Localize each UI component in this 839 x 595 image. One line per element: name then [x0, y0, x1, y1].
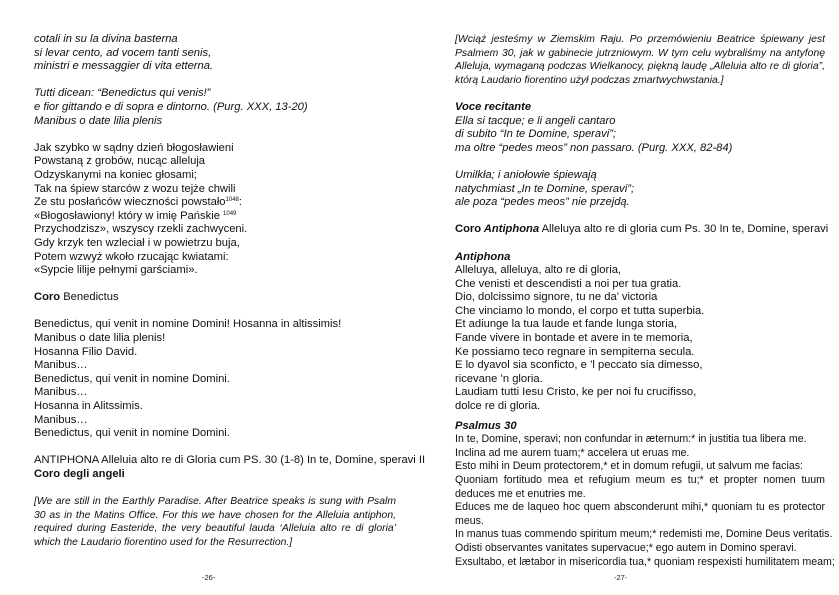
polish-text: «Błogosławiony! który w imię Pańskie — [34, 209, 224, 222]
polish-line: Jak szybko w sądny dzień błogosławieni — [34, 141, 234, 154]
coro-label: Coro — [455, 223, 482, 236]
coro-degli-angeli-heading: Coro degli angeli — [34, 468, 125, 480]
psalm-line: Exsultabo, et lætabor in misericordia tua,* quoniam respexisti humilitatem meam; — [455, 555, 835, 568]
verse-line: Tutti dicean: “Benedictus qui venis!” — [34, 87, 211, 100]
section-heading — [34, 291, 396, 305]
psalm-line: In te, Domine, speravi; non confundar in æternum:* in justitia tua libera me. — [455, 433, 807, 446]
coro-label: Coro — [34, 291, 61, 304]
coro-title: Benedictus — [60, 291, 119, 304]
verse-line: ministri e messaggier di vita etterna. — [34, 60, 214, 73]
page-number: -26- — [202, 573, 216, 582]
antiphona-line: ricevane ’n gloria. — [455, 372, 543, 385]
antiphona-line: Ke possiamo teco regnare in sempiterna secula. — [455, 345, 695, 358]
chant-line: Manibus… — [34, 413, 88, 426]
coro-rest: Alleluya alto re di gloria cum Ps. 30 In te, Domine, speravi — [539, 223, 829, 236]
verse-line: Manibus o date lilia plenis — [34, 114, 163, 127]
chant-line: Benedictus, qui venit in nomine Domini. — [34, 372, 230, 385]
antiphona-heading: Antiphona — [455, 250, 511, 263]
voce-recitante-heading: Voce recitante — [455, 100, 532, 113]
verse-line: ma oltre “pedes meos” non passaro. (Purg. XXX, 82-84) — [455, 141, 733, 154]
antiphona-line: ANTIPHONA Alleluia alto re di Gloria cum PS. 30 (1-8) In te, Domine, speravi II — [34, 454, 426, 467]
right-page — [420, 0, 839, 595]
psalm-line: Quoniam fortitudo mea et refugium meum es tu;* et propter nomen tuum deduces me et enutries me. — [455, 474, 825, 500]
right-column — [455, 33, 835, 569]
polish-line-footnoted — [34, 210, 396, 224]
polish-line: Tak na śpiew starców z wozu tejże chwili — [34, 182, 236, 195]
footnote-ref[interactable]: 1048 — [225, 197, 239, 204]
chant-line: Manibus… — [34, 386, 88, 399]
polish-line: Przychodzisz», wszyscy rzekli zachwyceni. — [34, 223, 248, 236]
polish-text: Ze stu posłańców wieczności powstało — [34, 196, 226, 209]
chant-line: Hosanna in Alitssimis. — [34, 400, 143, 413]
antiphona-line: Et adiunge la tua laude et fande lunga storia, — [455, 318, 678, 331]
polish-line: «Sypcie lilije pełnymi garściami». — [34, 264, 198, 277]
antiphona-line: dolce re di gloria. — [455, 400, 541, 413]
editorial-note: [Wciąż jesteśmy w Ziemskim Raju. Po przemówieniu Beatrice śpiewany jest Psalmem 30, jak w gabinecie jutrzniowym. W tym celu wybraliśmy na antyfonę Alleluja, wymaganą podczas Wielkanocy, piękną laudę „Alleluia alto re di gloria”, którą Laudario fiorentino użył podczas zmartwychwstania.] — [455, 34, 825, 86]
psalm-line: Inclina ad me aurem tuam;* accelera ut eruas me. — [455, 446, 690, 459]
antiphona-line: Che vinciamo lo mondo, el corpo et tutta superbia. — [455, 304, 705, 317]
coro-antiphona-heading — [455, 223, 829, 237]
verse-line: cotali in su la divina basterna — [34, 33, 178, 45]
polish-line: Gdy krzyk ten wzleciał i w powietrzu buja, — [34, 236, 240, 249]
polish-verse-line: Umilkła; i aniołowie śpiewają — [455, 168, 597, 181]
editorial-note: [We are still in the Earthly Paradise. After Beatrice speaks is sung with Psalm 30 as in the Matins Office. For this we have chosen for the Alleluia antiphon, required during Easteride, the very beautiful lauda ‘Alleluia alto re di gloria’ which the Laudario fiorentino used for the Resurrection.] — [34, 496, 396, 548]
antiphona-line: Dio, dolcissimo signore, tu ne da’ victoria — [455, 291, 658, 304]
chant-line: Benedictus, qui venit in nomine Domini! Hosanna in altissimis! — [34, 318, 342, 331]
verse-line: si levar cento, ad vocem tanti senis, — [34, 46, 212, 59]
psalmus-heading: Psalmus 30 — [455, 419, 517, 432]
footnote-ref[interactable]: 1049 — [223, 210, 237, 217]
psalm-line: Educes me de laqueo hoc quem absconderunt mihi,* quoniam tu es protector meus. — [455, 501, 825, 527]
verse-line: Ella si tacque; e li angeli cantaro — [455, 114, 616, 127]
polish-verse-line: natychmiast „In te Domine, speravi”; — [455, 182, 635, 195]
antiphona-line: Alleluya, alleluya, alto re di gloria, — [455, 264, 622, 277]
antiphona-line: E lo dyavol sia sconficto, e ’l peccato sia dimesso, — [455, 359, 703, 372]
antiphona-line: Laudiam tutti Iesu Cristo, ke per noi fu crucifisso, — [455, 386, 697, 399]
polish-line: Odzyskanymi na koniec głosami; — [34, 168, 197, 181]
verse-line: e fior gittando e di sopra e dintorno. (Purg. XXX, 13-20) — [34, 100, 308, 113]
psalm-line: Esto mihi in Deum protectorem,* et in domum refugii, ut salvum me facias: — [455, 460, 803, 473]
antiphona-line: Che venisti et descendisti a noi per tua gratia. — [455, 277, 682, 290]
psalm-line: Odisti observantes vanitates supervacue;* ego autem in Domino speravi. — [455, 541, 797, 554]
page-number: -27- — [614, 573, 628, 582]
antiphona-label: Antiphona — [481, 223, 540, 236]
polish-line-footnoted: Ze stu posłańców wieczności powstało$^{1048}$: — [34, 196, 242, 209]
chant-line: Hosanna Filio David. — [34, 345, 138, 358]
antiphona-line: Fande vivere in bontade et avere in te memoria, — [455, 332, 693, 345]
chant-line: Manibus… — [34, 359, 88, 372]
chant-line: Manibus o date lilia plenis! — [34, 332, 166, 345]
psalm-line: In manus tuas commendo spiritum meum;* redemisti me, Domine Deus veritatis. — [455, 528, 833, 541]
left-column — [34, 33, 426, 550]
polish-verse-line: ale poza “pedes meos” nie przejdą. — [455, 196, 630, 209]
polish-line: Powstaną z grobów, nucąc alleluja — [34, 155, 206, 168]
polish-line: Potem wzwyż wkoło rzucając kwiatami: — [34, 250, 229, 263]
chant-line: Benedictus, qui venit in nomine Domini. — [34, 427, 230, 440]
verse-line: di subito “In te Domine, speravi”; — [455, 128, 617, 141]
